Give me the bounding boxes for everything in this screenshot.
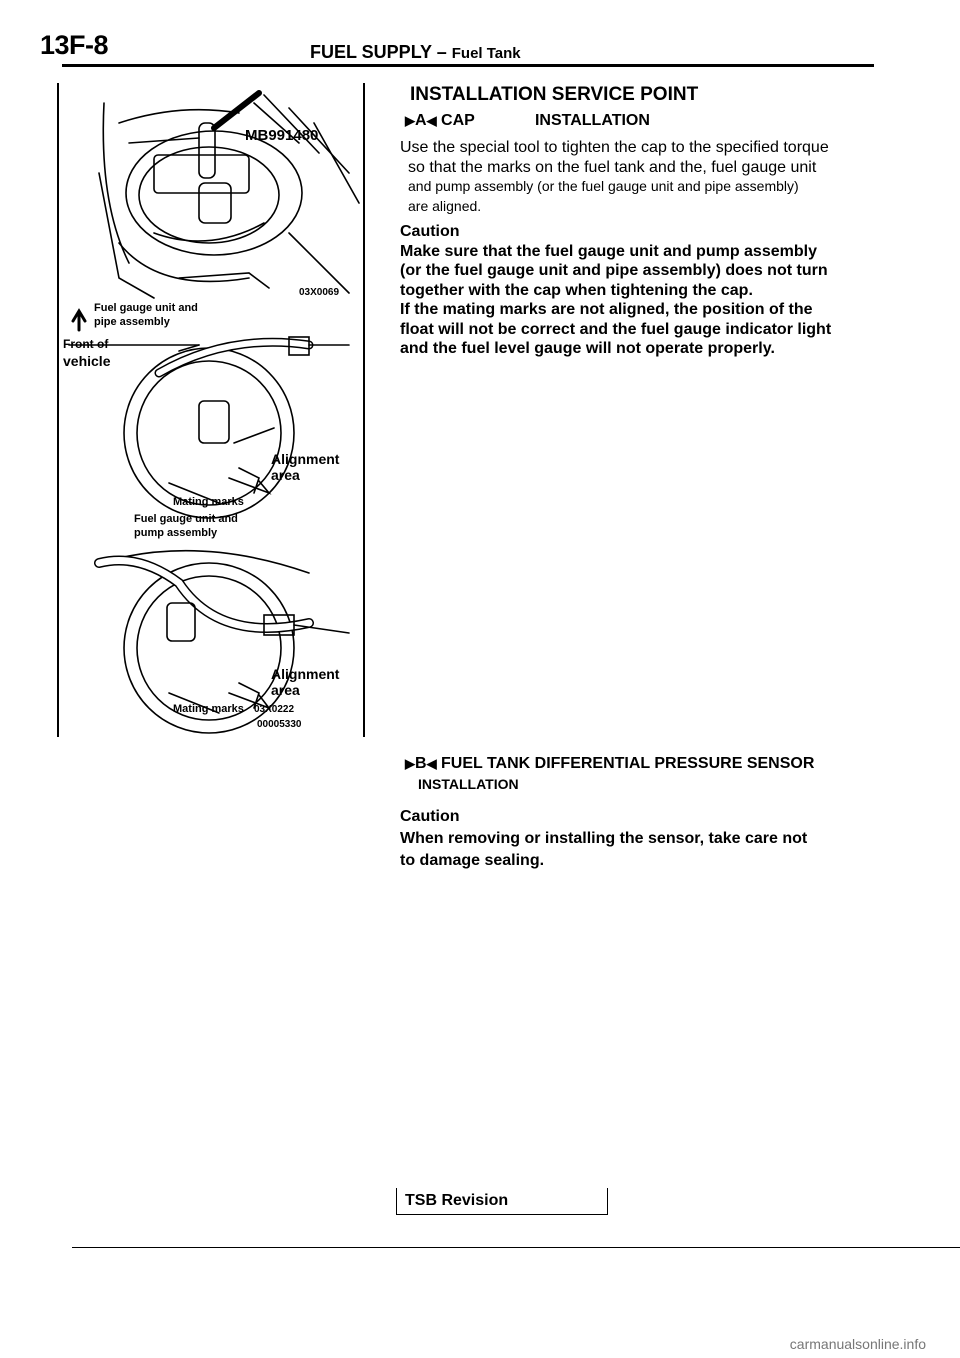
figure-code-top: 03X0069 (299, 287, 340, 298)
point-b-heading: FUEL TANK DIFFERENTIAL PRESSURE SENSOR (441, 755, 815, 772)
label-fuel-pump-line1: Fuel gauge unit and (134, 513, 238, 525)
label-fuel-pump-line2: pump assembly (134, 527, 218, 539)
label-alignment-1a: Alignment (271, 451, 340, 467)
caution-line-5: float will not be correct and the fuel gauge indicator light (400, 320, 832, 338)
footer-rule (72, 1247, 960, 1248)
point-a-row (405, 112, 650, 130)
point-b-row (405, 755, 814, 773)
label-fuel-pipe-line2: pipe assembly (94, 316, 170, 328)
caution-line-6: and the fuel level gauge will not operate properly. (400, 340, 775, 357)
caution-2-block (400, 807, 870, 871)
label-alignment-1b: area (271, 467, 300, 483)
right-triangle-icon: ▶ (405, 113, 415, 128)
header-subtitle: Fuel Tank (451, 45, 521, 62)
page-number: 13F-8 (40, 30, 109, 60)
watermark-text: carmanualsonline.info (789, 1336, 926, 1352)
figure-panel (57, 83, 365, 737)
caution-line-1: Make sure that the fuel gauge unit and pump assembly (400, 242, 817, 260)
label-alignment-2b: area (271, 682, 300, 698)
label-front-of: Front of (63, 337, 109, 351)
point-a-line-1: Use the special tool to tighten the cap to the specified torque (400, 139, 829, 156)
point-a-marker: A (415, 112, 427, 129)
label-fuel-pipe-line1: Fuel gauge unit and (94, 302, 198, 314)
fuel-tank-illustration (59, 83, 363, 737)
label-alignment-2a: Alignment (271, 666, 340, 682)
figure-code-bottom-1: 03X0222 (254, 704, 295, 715)
caution-line-4: If the mating marks are not aligned, the position of the (400, 301, 813, 318)
point-a-line-3: and pump assembly (or the fuel gauge unit and pipe assembly) (408, 178, 799, 194)
caution-line-2: (or the fuel gauge unit and pipe assembly) does not turn (400, 262, 828, 279)
caution-2-line-2: to damage sealing. (400, 852, 545, 869)
point-a-line-2: so that the marks on the fuel tank and the, fuel gauge unit (408, 158, 817, 176)
caution-label: Caution (400, 223, 460, 240)
point-a-line-4: are aligned. (408, 197, 482, 214)
left-triangle-icon: ◀ (426, 756, 437, 771)
point-a-heading: INSTALLATION (534, 112, 650, 129)
figure-code-bottom-2: 00005330 (257, 719, 302, 730)
section-title: INSTALLATION SERVICE POINT (410, 84, 699, 105)
right-triangle-icon: ▶ (405, 756, 415, 771)
caution-block (400, 222, 870, 359)
left-triangle-icon: ◀ (426, 113, 437, 128)
point-b-marker: B (415, 755, 427, 772)
tool-code-label: MB991480 (245, 127, 319, 144)
label-vehicle: vehicle (63, 353, 111, 369)
caution-2-line-1: When removing or installing the sensor, take care not (400, 829, 808, 847)
caution-line-3: together with the cap when tightening the cap. (400, 281, 753, 299)
label-mating-marks-1: Mating marks (173, 496, 244, 508)
point-a-paragraph (400, 138, 870, 216)
caution-2-label: Caution (400, 808, 460, 825)
point-a-name: CAP (441, 112, 475, 129)
tsb-revision-box (396, 1188, 608, 1215)
page-header (310, 42, 521, 63)
tsb-revision-label: TSB Revision (405, 1192, 509, 1209)
label-mating-marks-2: Mating marks (173, 703, 244, 715)
point-b-heading-2: INSTALLATION (418, 776, 519, 792)
header-title: FUEL SUPPLY – (310, 42, 447, 62)
header-rule (62, 64, 874, 67)
